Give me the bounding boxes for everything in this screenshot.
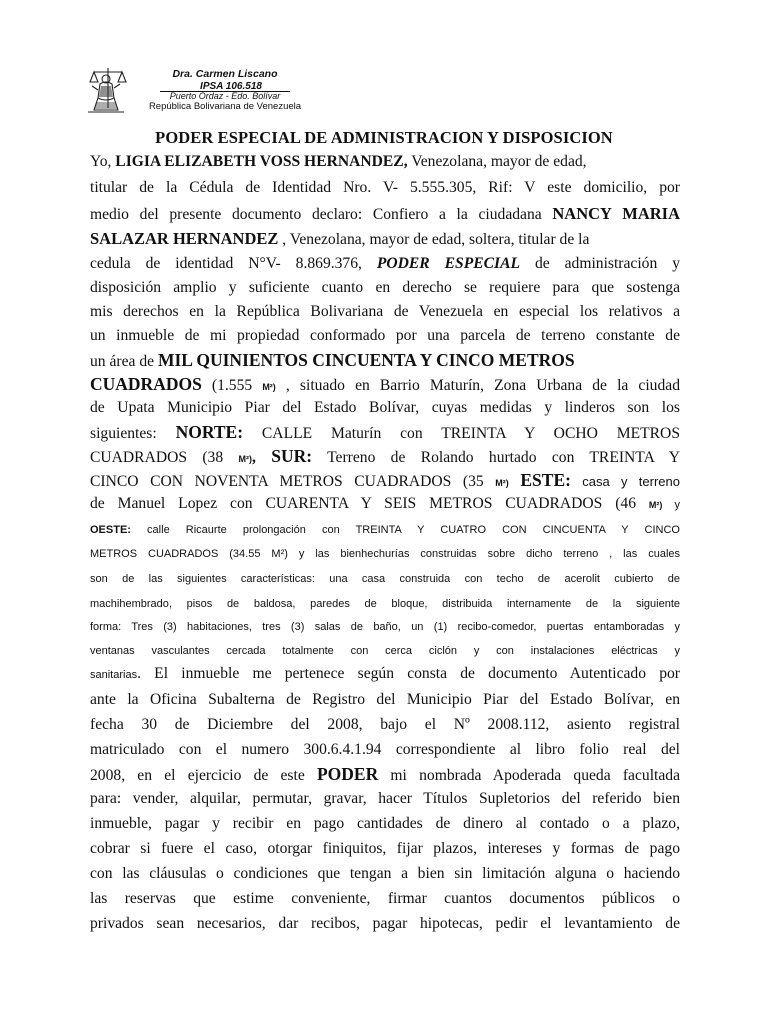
body-line-21: ventanas vasculantes cercada totalmente con cerca ciclón y con instalaciones eléctricas y bbox=[90, 645, 680, 657]
country-line: República Bolivariana de Venezuela bbox=[148, 100, 302, 112]
letterhead bbox=[78, 64, 318, 116]
body-line-14: CINCO CON NOVENTA METROS CUADRADOS (35 M²) ESTE: casa y terreno bbox=[90, 470, 680, 490]
body-line-29: cobrar si fuere el caso, otorgar finiquitos, fijar plazos, intereses y formas de pago bbox=[90, 840, 680, 857]
body-line-6: disposición amplio y suficiente cuanto en derecho se requiere para que sostenga bbox=[90, 279, 680, 296]
body-line-4: SALAZAR HERNANDEZ , Venezolana, mayor de edad, soltera, titular de la bbox=[90, 229, 590, 248]
letterhead-text bbox=[130, 70, 320, 111]
body-line-24: fecha 30 de Diciembre del 2008, bajo el Nº 2008.112, asiento registral bbox=[90, 716, 680, 733]
city-line: Puerto Ordaz - Edo. Bolívar bbox=[169, 91, 281, 102]
body-line-11: de Upata Municipio Piar del Estado Bolívar, cuyas medidas y linderos son los bbox=[90, 399, 680, 416]
body-line-16: OESTE: calle Ricaurte prolongación con TREINTA Y CUATRO CON CINCUENTA Y CINCO bbox=[90, 524, 680, 536]
body-line-25: matriculado con el numero 300.6.4.1.94 correspondiente al libro folio real del bbox=[90, 741, 680, 758]
body-line-22: sanitarias. El inmueble me pertenece según consta de documento Autenticado por bbox=[90, 665, 680, 682]
body-line-3: medio del presente documento declaro: Confiero a la ciudadana NANCY MARIA bbox=[90, 204, 680, 223]
body-line-17: METROS CUADRADOS (34.55 M²) y las bienhechurías construidas sobre dicho terreno , las cuales bbox=[90, 548, 680, 560]
body-line-26: 2008, en el ejercicio de este PODER mi nombrada Apoderada queda facultada bbox=[90, 764, 681, 784]
body-line-18: son de las siguientes características: una casa construida con techo de acerolit cubierto de bbox=[90, 573, 680, 585]
ipsa-number: IPSA 106.518 bbox=[160, 82, 290, 93]
body-line-13: CUADRADOS (38 M²), SUR: Terreno de Rolando hurtado con TREINTA Y bbox=[90, 446, 680, 466]
body-line-28: inmueble, pagar y recibir en pago cantidades de dinero al contado o a plazo, bbox=[90, 815, 680, 832]
body-line-10: CUADRADOS (1.555 M²) , situado en Barrio Maturín, Zona Urbana de la ciudad bbox=[90, 374, 680, 394]
body-line-20: forma: Tres (3) habitaciones, tres (3) salas de baño, un (1) recibo-comedor, puertas entamboradas y bbox=[90, 621, 680, 633]
body-line-2: titular de la Cédula de Identidad Nro. V- 5.555.305, Rif: V este domicilio, por bbox=[90, 179, 680, 196]
body-line-7: mis derechos en la República Bolivariana de Venezuela en especial los relativos a bbox=[90, 303, 680, 320]
body-line-1: Yo, LIGIA ELIZABETH VOSS HERNANDEZ, Venezolana, mayor de edad, bbox=[90, 153, 587, 170]
lawyer-name: Dra. Carmen Liscano bbox=[172, 68, 278, 80]
body-line-5: cedula de identidad N°V- 8.869.376, PODER ESPECIAL de administración y bbox=[90, 255, 680, 272]
justice-statue-icon bbox=[78, 64, 130, 116]
body-line-27: para: vender, alquilar, permutar, gravar, hacer Títulos Supletorios del referido bien bbox=[90, 790, 680, 807]
body-line-23: ante la Oficina Subalterna de Registro del Municipio Piar del Estado Bolívar, en bbox=[90, 691, 680, 708]
body-line-19: machihembrado, pisos de baldosa, paredes de bloque, distribuida internamente de la siguiente bbox=[90, 598, 680, 610]
body-line-31: las reservas que estime conveniente, firmar cuantos documentos públicos o bbox=[90, 890, 680, 907]
body-line-15: de Manuel Lopez con CUARENTA Y SEIS METROS CUADRADOS (46 M²) y bbox=[90, 495, 680, 512]
body-line-9: un área de MIL QUINIENTOS CINCUENTA Y CINCO METROS bbox=[90, 350, 575, 370]
document-title: PODER ESPECIAL DE ADMINISTRACION Y DISPOSICION bbox=[155, 128, 613, 147]
body-line-8: un inmueble de mi propiedad conformado por una parcela de terreno constante de bbox=[90, 327, 680, 344]
body-line-32: privados sean necesarios, dar recibos, pagar hipotecas, pedir el levantamiento de bbox=[90, 915, 680, 932]
body-line-12: siguientes: NORTE: CALLE Maturín con TREINTA Y OCHO METROS bbox=[90, 422, 680, 442]
body-line-30: con las cláusulas o condiciones que tengan a bien sin limitación alguna o haciendo bbox=[90, 865, 680, 882]
